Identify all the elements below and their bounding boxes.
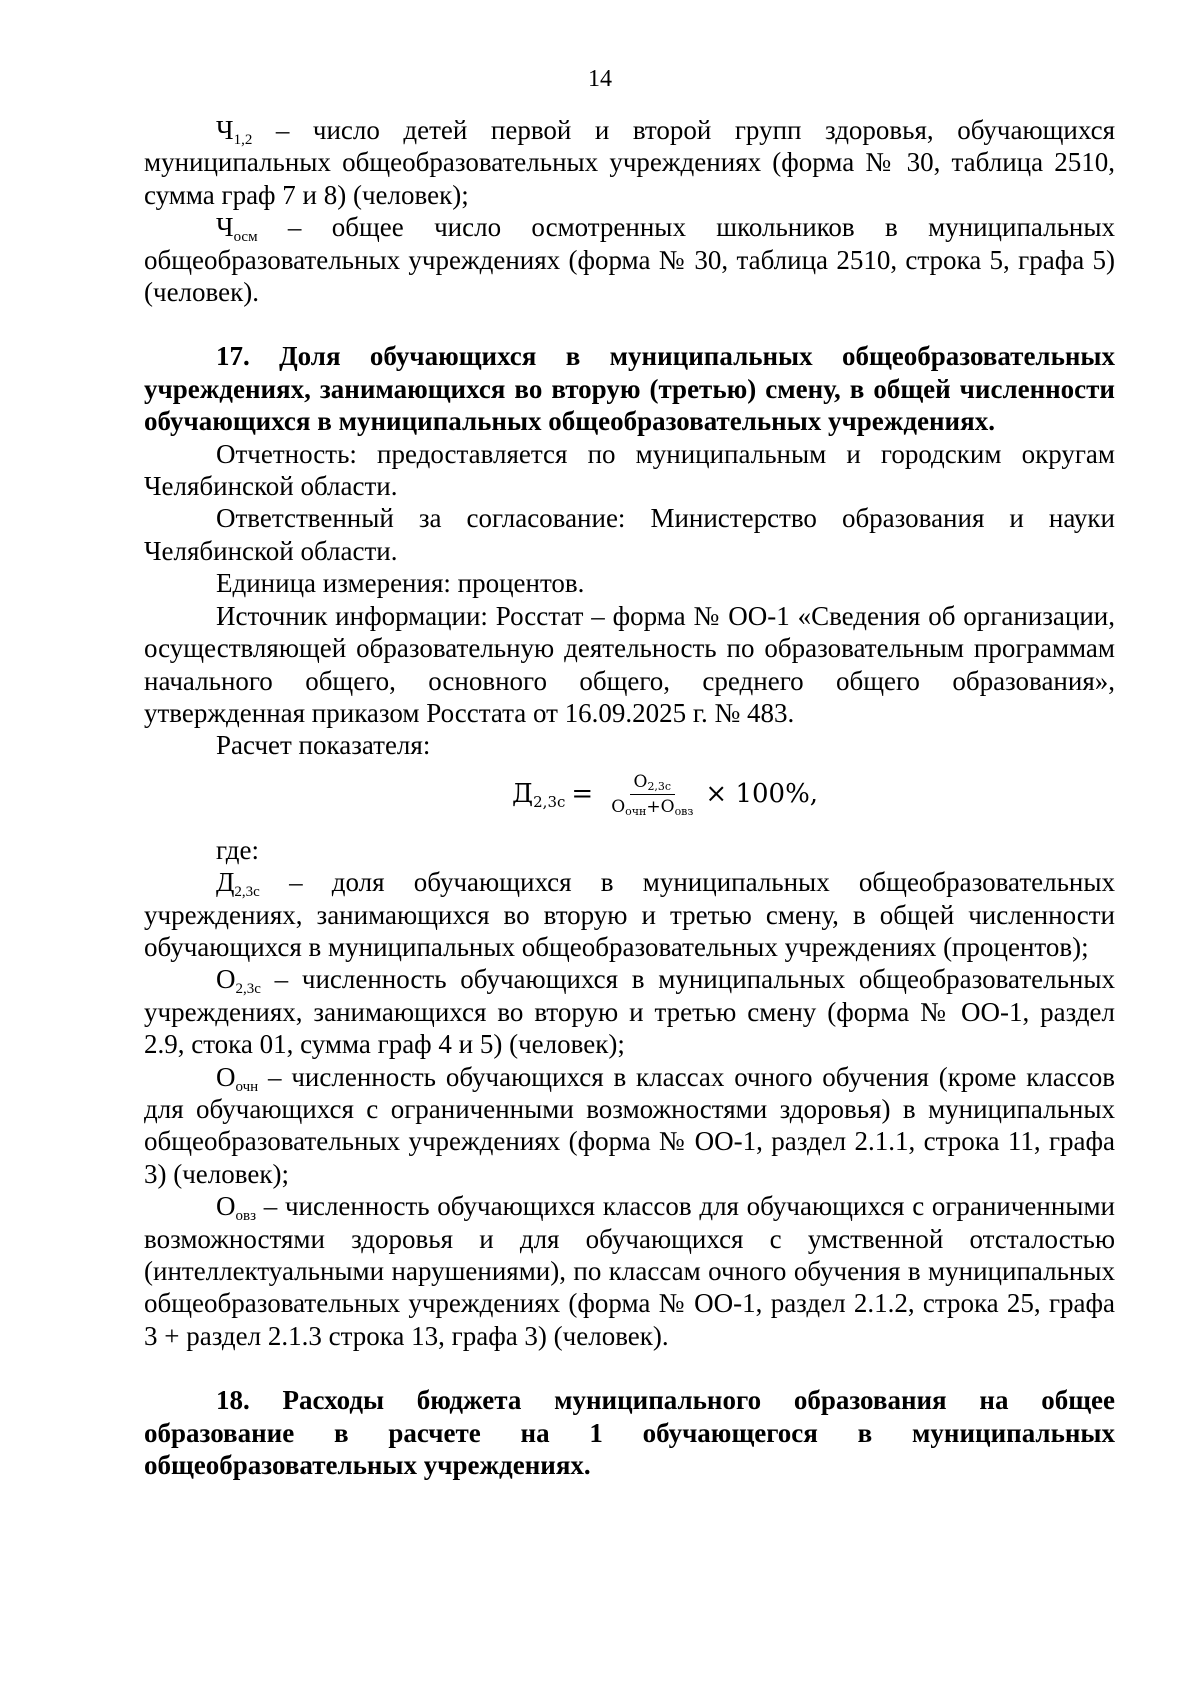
section-17-unit: Единица измерения: процентов.: [216, 568, 585, 599]
definition-symbol: Ч: [216, 212, 234, 243]
definition-ch12: [144, 114, 1115, 211]
definition-text: – численность обучающихся в муниципальных общеобразовательных учреждениях, занимающихся во вторую и третью смену (форма № ОО-1, раздел 2.9, стока 01, сумма граф 4 и 5) (человек);: [144, 964, 1115, 1060]
definition-symbol: О: [216, 964, 236, 995]
definition-subscript: осм: [233, 229, 258, 246]
section-17-source: Источник информации: Росстат – форма № ОО-1 «Сведения об организации, осуществляющей образовательную деятельность по образовательным программам начального общего, основного общего, среднего общего образования», утвержденная приказом Росстата от 16.09.2025 г. № 483.: [144, 600, 1115, 728]
definition-symbol: Ч: [216, 115, 234, 145]
definition-o23c: [144, 963, 1115, 1060]
spacer: [144, 1352, 1115, 1384]
definition-text: – число детей первой и второй групп здоровья, обучающихся муниципальных общеобразовательных учреждениях (форма № 30, таблица 2510, сумма граф 7 и 8) (человек);: [144, 115, 1115, 210]
definition-oovz: [144, 1190, 1115, 1352]
section-18-heading: 18. Расходы бюджета муниципального образования на общее образование в расчете на 1 обучающегося в муниципальных общеобразовательных учреждениях.: [144, 1385, 1115, 1481]
section-17-where: где:: [216, 834, 259, 865]
formula-expression: [512, 772, 818, 817]
formula-denominator: $О_{очн}+О_{овз}$: [611, 796, 694, 818]
definition-chosm: [144, 211, 1115, 308]
definition-text: – численность обучающихся классов для обучающихся с ограниченными возможностями здоровья и для обучающихся с умственной отсталостью (интеллектуальными нарушениями), по классам очного обучения в муниципальных общеобразовательных учреждениях (форма № ОО-1, раздел 2.1.2, строка 25, графа 3 + раздел 2.1.3 строка 13, графа 3) (человек).: [144, 1191, 1115, 1351]
section-17-responsible: Ответственный за согласование: Министерство образования и науки Челябинской области.: [144, 503, 1115, 566]
formula-equals: =: [571, 779, 594, 810]
definition-subscript: 1,2: [233, 132, 253, 148]
definition-subscript: 2,3с: [235, 981, 261, 998]
definition-text: – доля обучающихся в муниципальных общеобразовательных учреждениях, занимающихся во вторую и третью смену, в общей численности обучающихся в муниципальных общеобразовательных учреждениях (процентов);: [144, 867, 1115, 962]
definition-text: – численность обучающихся в классах очного обучения (кроме классов для обучающихся с ограниченными возможностями здоровья) в муниципальных общеобразовательных учреждениях (форма № ОО-1, раздел 2.1.1, строка 11, графа 3) (человек);: [144, 1061, 1115, 1189]
page-content: [144, 114, 1115, 1481]
definition-symbol: О: [216, 1191, 236, 1222]
definition-symbol: О: [216, 1061, 236, 1092]
definition-oochn: [144, 1061, 1115, 1191]
formula-multiplier: × 100%,: [705, 779, 819, 810]
section-17-calc-label: Расчет показателя:: [216, 730, 431, 761]
formula-lhs: $Д_{2,3с}$: [512, 779, 566, 812]
definition-subscript: овз: [235, 1208, 257, 1225]
definition-d23c: [144, 866, 1115, 963]
formula-fraction: [607, 772, 697, 817]
section-17-heading: 17. Доля обучающихся в муниципальных общеобразовательных учреждениях, занимающихся во вторую (третью) смену, в общей численности обучающихся в муниципальных общеобразовательных учреждениях.: [144, 341, 1115, 437]
spacer: [144, 308, 1115, 340]
definition-subscript: очн: [235, 1078, 259, 1095]
section-17-reporting: Отчетность: предоставляется по муниципальным и городским округам Челябинской области.: [144, 438, 1115, 502]
formula-numerator: $О_{2,3с}$: [630, 772, 676, 795]
page-number: 14: [588, 66, 612, 92]
formula: [144, 762, 1115, 834]
definition-subscript: 2,3с: [234, 884, 260, 901]
definition-text: – общее число осмотренных школьников в муниципальных общеобразовательных учреждениях (форма № 30, таблица 2510, строка 5, графа 5) (человек).: [144, 212, 1115, 308]
definition-symbol: Д: [216, 867, 235, 898]
